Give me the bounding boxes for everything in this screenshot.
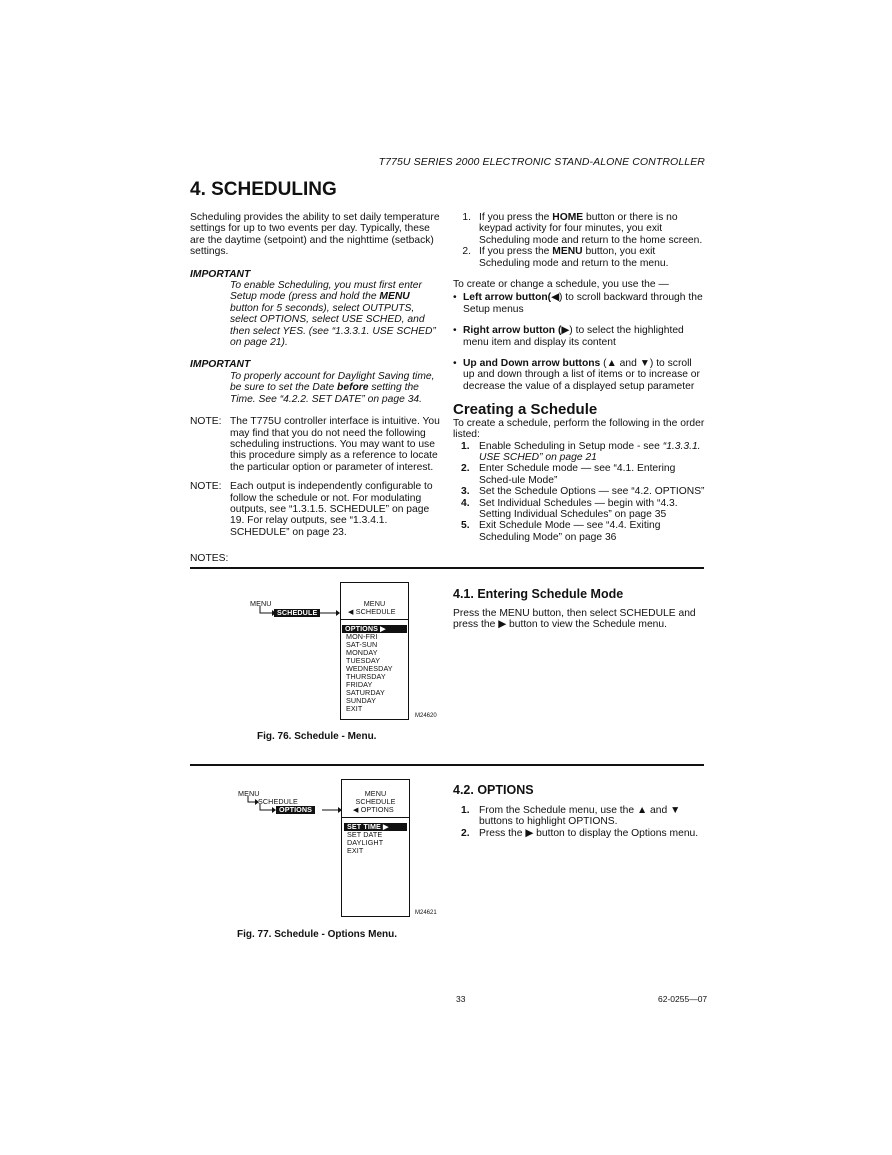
important-text-1: To enable Scheduling, you must first enter Setup mode (press and hold the MENU button for 5 seconds), select OUTPUTS, select OPTIONS, select USE SCHED, and then select YES. (see “1.3.3.1. USE SCHED” on page 21). — [230, 280, 436, 349]
fig76-code: M24620 — [415, 713, 437, 719]
left-column — [190, 212, 440, 565]
screen-menu-item: DAYLIGHT — [347, 838, 384, 847]
list-item: 1. From the Schedule menu, use the ▲ and ▼ buttons to highlight OPTIONS. — [461, 805, 681, 828]
page-title: 4. SCHEDULING — [190, 179, 337, 200]
fig76-path-schedule: SCHEDULE — [274, 609, 320, 617]
notes-label: NOTES: — [190, 553, 229, 565]
right-arrow-icon: ▶ — [525, 827, 534, 839]
screen-menu-item: MON-FRI — [346, 632, 378, 641]
fig77-code: M24621 — [415, 910, 437, 916]
creating-steps — [453, 441, 705, 544]
section-heading-4-1: 4.1. Entering Schedule Mode — [453, 587, 624, 601]
fig77-path-schedule: SCHEDULE — [258, 797, 298, 806]
section-divider — [190, 567, 704, 569]
important-text-2: To properly account for Daylight Saving time, be sure to set the Date before setting the Time. See “4.2.2. SET DATE” on page 34. — [230, 370, 435, 405]
section-4-2-steps — [453, 805, 705, 839]
screen-menu-item: FRIDAY — [346, 680, 373, 689]
screen-title: MENU — [363, 599, 386, 608]
fig77-path-options: OPTIONS — [276, 806, 315, 814]
list-item: 3. Set the Schedule Options — see “4.2. OPTIONS” — [461, 486, 705, 498]
section-heading-4-2: 4.2. OPTIONS — [453, 783, 534, 797]
bullet-up-down-arrows: • Up and Down arrow buttons (▲ and ▼) to scroll up and down through a list of items or to increase or decrease the value of a displayed setup parameter — [453, 358, 700, 392]
screen-menu-item: EXIT — [347, 846, 364, 855]
list-item: 2. If you press the MENU button, you exit Scheduling mode and return to the menu. — [462, 246, 669, 269]
screen-menu-item: SUNDAY — [346, 696, 377, 705]
screen-menu-list — [347, 831, 409, 855]
screen-menu-item: WEDNESDAY — [346, 664, 393, 673]
up-arrow-icon: ▲ — [636, 805, 648, 816]
screen-divider — [342, 817, 409, 818]
note-text: The T775U controller interface is intuitive. You may find that you do not need the following scheduling instructions. You may want to use this procedure simply as a reference to locate the particular option or parameter of interest. — [230, 416, 440, 473]
down-arrow-icon: ▼ — [670, 805, 681, 816]
fig76-lcd-screen — [340, 582, 409, 720]
down-arrow-icon: ▼ — [639, 358, 650, 370]
screen-selected-item: SET TIME ▶ — [344, 823, 407, 831]
page-number: 33 — [456, 994, 466, 1004]
section-divider — [190, 764, 704, 766]
note-text: Each output is independently configurable to follow the schedule or not. For modulating outputs, see “1.3.1.5. SCHEDULE” on page 19. For relay outputs, see “1.3.4.1. SCHEDULE” on page 23. — [230, 481, 433, 538]
note-label: NOTE: — [190, 416, 222, 428]
fig77-menu-label: MENU — [238, 789, 260, 798]
screen-menu-item: SAT-SUN — [346, 640, 378, 649]
creating-intro: To create a schedule, perform the following in the order listed: — [453, 417, 705, 441]
running-header: T775U SERIES 2000 ELECTRONIC STAND-ALONE CONTROLLER — [378, 156, 705, 168]
section-4-1-text: Press the MENU button, then select SCHEDULE and press the ▶ button to view the Schedule menu. — [453, 608, 696, 631]
document-number: 62-0255—07 — [658, 994, 708, 1004]
controls-lead: To create or change a schedule, you use the — — [453, 279, 669, 291]
screen-selected-item: OPTIONS ▶ — [342, 625, 407, 633]
screen-title-2: SCHEDULE — [355, 797, 396, 806]
screen-menu-item: TUESDAY — [346, 656, 381, 665]
up-arrow-icon: ▲ — [606, 358, 617, 370]
list-item: 1. Enable Scheduling in Setup mode - see “1.3.3.1. USE SCHED” on page 21 — [461, 440, 701, 463]
list-item: 4. Set Individual Schedules — begin with “4.3. Setting Individual Schedules” on page 35 — [461, 497, 678, 520]
section-heading-creating: Creating a Schedule — [453, 401, 598, 419]
important-label-2: IMPORTANT — [190, 359, 251, 371]
list-item: 2. Press the ▶ button to display the Options menu. — [461, 827, 699, 839]
fig76-caption: Fig. 76. Schedule - Menu. — [257, 731, 377, 742]
fig77-lcd-screen — [341, 779, 410, 917]
right-arrow-icon: ▶ — [561, 325, 570, 337]
note-label: NOTE: — [190, 481, 222, 493]
screen-menu-item: MONDAY — [346, 648, 378, 657]
screen-menu-item: EXIT — [346, 704, 363, 713]
screen-subtitle: ◀ SCHEDULE — [348, 607, 396, 616]
bullet-left-arrow: • Left arrow button(◀) to scroll backward through the Setup menus — [453, 292, 703, 315]
screen-menu-list — [346, 633, 408, 713]
screen-menu-item: THURSDAY — [346, 672, 386, 681]
list-item: 2. Enter Schedule mode — see “4.1. Entering Sched-ule Mode” — [461, 463, 676, 486]
screen-subtitle: ◀ OPTIONS — [353, 805, 394, 814]
bullet-right-arrow: • Right arrow button (▶) to select the highlighted menu item and display its content — [453, 325, 684, 348]
list-item: 5. Exit Schedule Mode — see “4.4. Exiting Scheduling Mode” on page 36 — [461, 520, 661, 543]
list-item: 1. If you press the HOME button or there is no keypad activity for four minutes, you exit Scheduling mode and return to the home screen. — [462, 212, 703, 246]
screen-title: MENU — [364, 789, 387, 798]
right-column — [453, 212, 705, 543]
right-arrow-icon: ▶ — [498, 619, 507, 631]
screen-menu-item: SET DATE — [347, 830, 383, 839]
note-2 — [190, 481, 440, 538]
intro-paragraph: Scheduling provides the ability to set daily temperature settings for up to two events per day. Typically, these are the daytime (setpoint) and the nighttime (setback) settings. — [190, 212, 440, 258]
fig76-menu-label: MENU — [250, 599, 272, 608]
fig77-caption: Fig. 77. Schedule - Options Menu. — [237, 929, 398, 940]
note-1 — [190, 416, 440, 473]
screen-divider — [341, 619, 408, 620]
left-arrow-icon: ◀ — [551, 292, 560, 304]
important-label-1: IMPORTANT — [190, 268, 251, 280]
screen-menu-item: SATURDAY — [346, 688, 385, 697]
